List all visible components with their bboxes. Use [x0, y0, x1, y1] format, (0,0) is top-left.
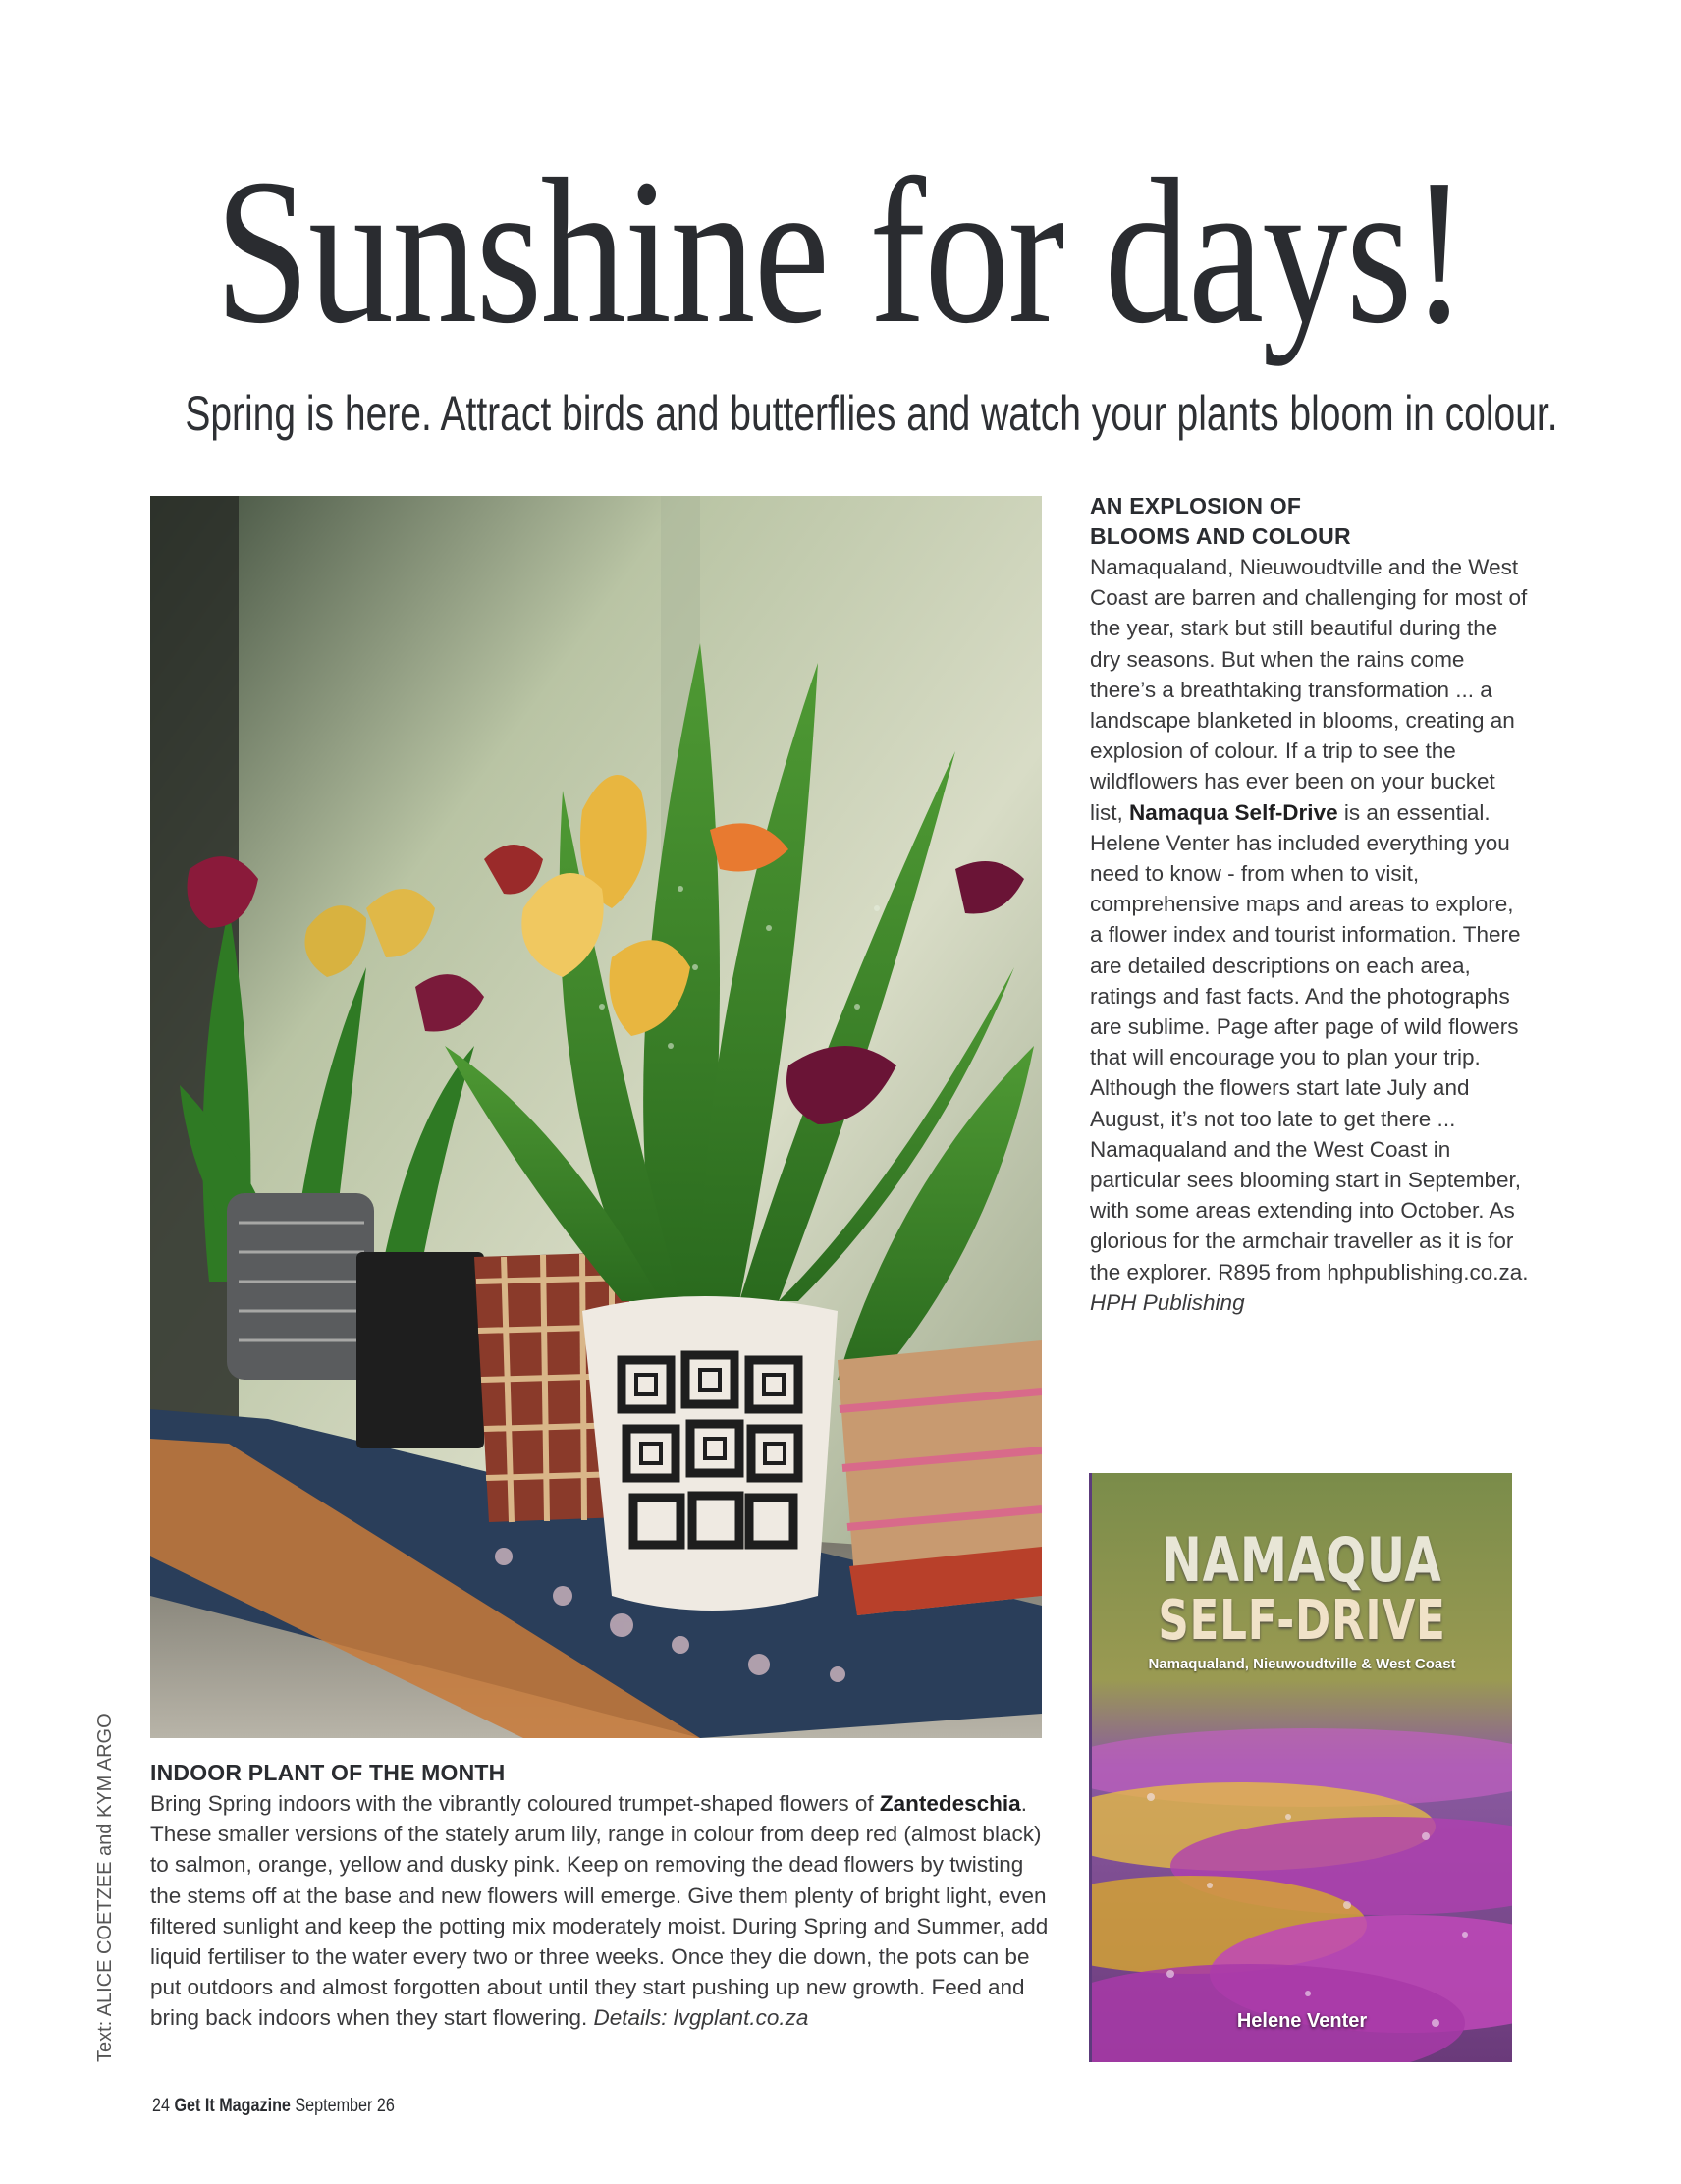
indoor-body-part-1: Bring Spring indoors with the vibrantly coloured trumpet-shaped flowers of: [150, 1791, 880, 1816]
article-body: [1090, 552, 1532, 1318]
publisher-italic: HPH Publishing: [1090, 1289, 1245, 1315]
cover-title-line-1: NAMAQUA: [1162, 1524, 1442, 1596]
cover-title-line-2: SELF-DRIVE: [1158, 1589, 1446, 1653]
cover-author: Helene Venter: [1236, 2010, 1368, 2032]
calla-lily-illustration: [150, 496, 1042, 1738]
book-cover: [1092, 1473, 1512, 2062]
body-part-1: Namaqualand, Nieuwoudtville and the West Coast are barren and challenging for most of the year, stark but still beautiful during the dry seasons. But when the rains come there’s a breathtaking transformation ... a landscape blanketed in blooms, creating an explosion of colour. If a trip to see the wildflowers has ever been on your bucket list,: [1090, 555, 1528, 825]
cover-subtitle: Namaqualand, Nieuwoudtville & West Coast: [1148, 1656, 1456, 1672]
heading-line-1: AN EXPLOSION OF: [1090, 493, 1302, 519]
plant-name-bold: Zantedeschia: [879, 1791, 1021, 1816]
article-indoor-plant: [150, 1758, 1049, 2034]
page-number: 24: [152, 2096, 170, 2116]
magazine-name: Get It Magazine: [174, 2096, 291, 2116]
text-credit: Text: ALICE COETZEE and KYM ARGO: [94, 1713, 116, 2062]
indoor-plant-heading: INDOOR PLANT OF THE MONTH: [150, 1760, 506, 1785]
details-link: Details: lvgplant.co.za: [593, 2005, 809, 2031]
calla-lily-photo: [150, 496, 1042, 1738]
body-part-2: is an essential. Helene Venter has included everything you need to know - from when to visit, comprehensive maps and areas to explore, a flower index and tourist information. There are detailed descriptions on each area, ratings and fast facts. And the photographs are sublime. Page after page of wild flowers that will encourage you to plan your trip. Although the flowers start late July and August, it’s not too late to get there ... Namaqualand and the West Coast in particular sees blooming start in September, with some areas extending into October. As glorious for the armchair traveller as it is for the explorer. R895 from hphpublishing.co.za.: [1090, 799, 1529, 1284]
article-explosion-of-blooms: [1090, 491, 1532, 1318]
book-title-bold: Namaqua Self-Drive: [1129, 799, 1338, 825]
article-heading: [1090, 491, 1532, 552]
indoor-plant-body: [150, 1788, 1049, 2034]
issue-date: September 26: [295, 2096, 395, 2116]
page-title: Sunshine for days!: [214, 136, 1467, 366]
heading-line-2: BLOOMS AND COLOUR: [1090, 523, 1351, 549]
indoor-body-part-2: . These smaller versions of the stately arum lily, range in colour from deep red (almost black) to salmon, orange, yellow and dusky pink. Keep on removing the dead flowers by twisting the stems off at the base and new flowers will emerge. Give them plenty of bright light, even filtered sunlight and keep the potting mix moderately moist. During Spring and Summer, add liquid fertiliser to the water every two or three weeks. Once they die down, the pots can be put outdoors and almost forgotten about until they start pushing up new growth. Feed and bring back indoors when they start flowering.: [150, 1791, 1049, 2031]
page-footer: [152, 2096, 395, 2117]
page-subtitle: Spring is here. Attract birds and butterflies and watch your plants bloom in colour.: [185, 386, 1558, 441]
